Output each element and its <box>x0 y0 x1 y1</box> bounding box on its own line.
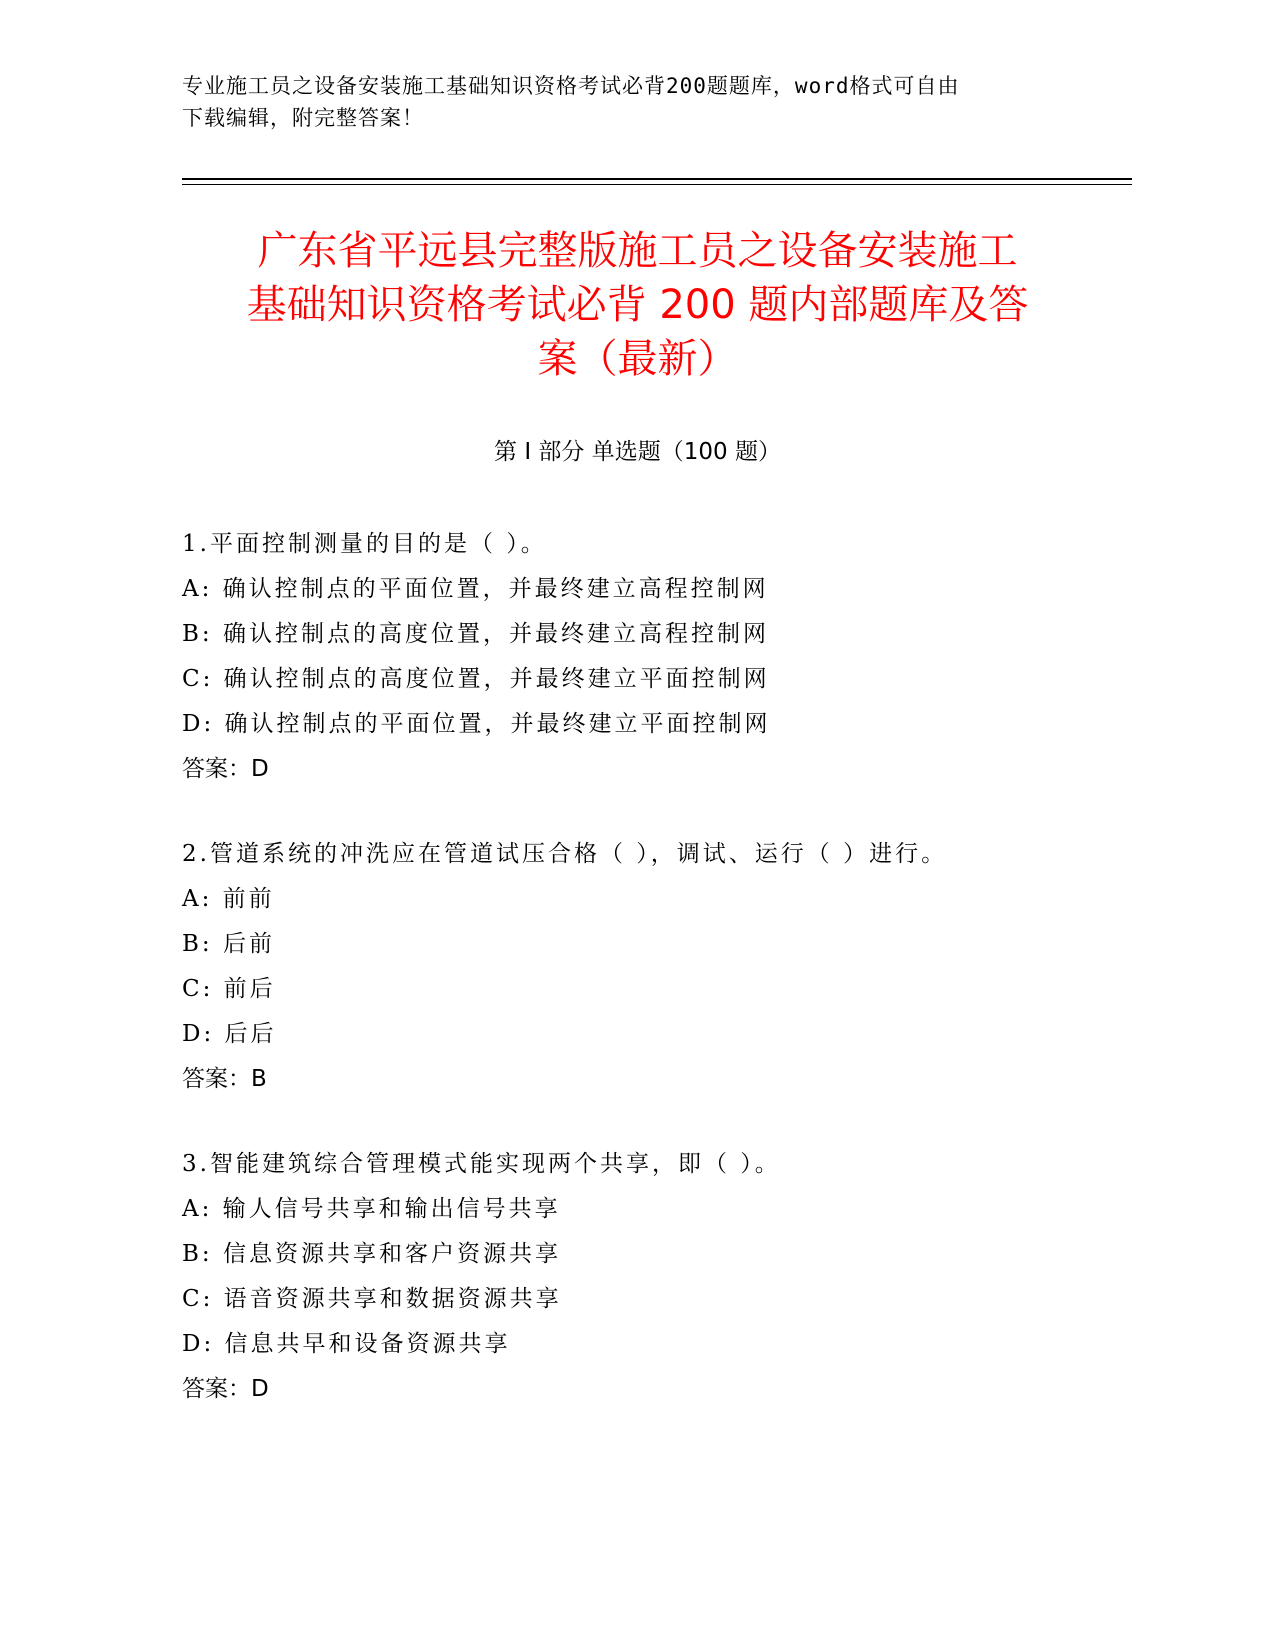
question-item <box>182 522 1142 792</box>
question-answer: 答案：B <box>182 1066 267 1092</box>
document-title <box>150 224 1125 386</box>
question-item <box>182 1142 1142 1412</box>
question-answer: 答案：D <box>182 1376 269 1402</box>
question-list <box>182 522 1142 1452</box>
header-note-line1: 专业施工员之设备安装施工基础知识资格考试必背200题题库，word格式可自由 <box>182 74 960 98</box>
option-d: D: 确认控制点的平面位置，并最终建立平面控制网 <box>182 711 771 737</box>
question-stem: 3.智能建筑综合管理模式能实现两个共享，即（ ）。 <box>182 1151 781 1177</box>
option-c: C: 语音资源共享和数据资源共享 <box>182 1286 562 1312</box>
option-a: A: 前前 <box>182 886 275 912</box>
document-title-line2: 基础知识资格考试必背 200 题内部题库及答 <box>246 282 1029 328</box>
option-b: B: 后前 <box>182 931 275 957</box>
question-answer: 答案：D <box>182 756 269 782</box>
question-item <box>182 832 1142 1102</box>
section-title: 第 I 部分 单选题（100 题） <box>494 439 781 465</box>
document-title-line1: 广东省平远县完整版施工员之设备安装施工 <box>257 228 1018 274</box>
option-c: C: 确认控制点的高度位置，并最终建立平面控制网 <box>182 666 770 692</box>
option-b: B: 确认控制点的高度位置，并最终建立高程控制网 <box>182 621 769 647</box>
header-rule-thin <box>182 184 1132 185</box>
option-b: B: 信息资源共享和客户资源共享 <box>182 1241 561 1267</box>
option-a: A: 确认控制点的平面位置，并最终建立高程控制网 <box>182 576 769 602</box>
header-note <box>182 70 1062 134</box>
header-rule-thick <box>182 178 1132 180</box>
header-note-line2: 下载编辑，附完整答案！ <box>182 106 424 130</box>
option-d: D: 信息共早和设备资源共享 <box>182 1331 511 1357</box>
document-title-line3: 案（最新） <box>537 336 738 382</box>
question-stem: 1.平面控制测量的目的是（ ）。 <box>182 531 547 557</box>
option-a: A: 输人信号共享和输出信号共享 <box>182 1196 561 1222</box>
option-c: C: 前后 <box>182 976 276 1002</box>
option-d: D: 后后 <box>182 1021 277 1047</box>
question-stem: 2.管道系统的冲洗应在管道试压合格（ ），调试、运行（ ）进行。 <box>182 841 948 867</box>
